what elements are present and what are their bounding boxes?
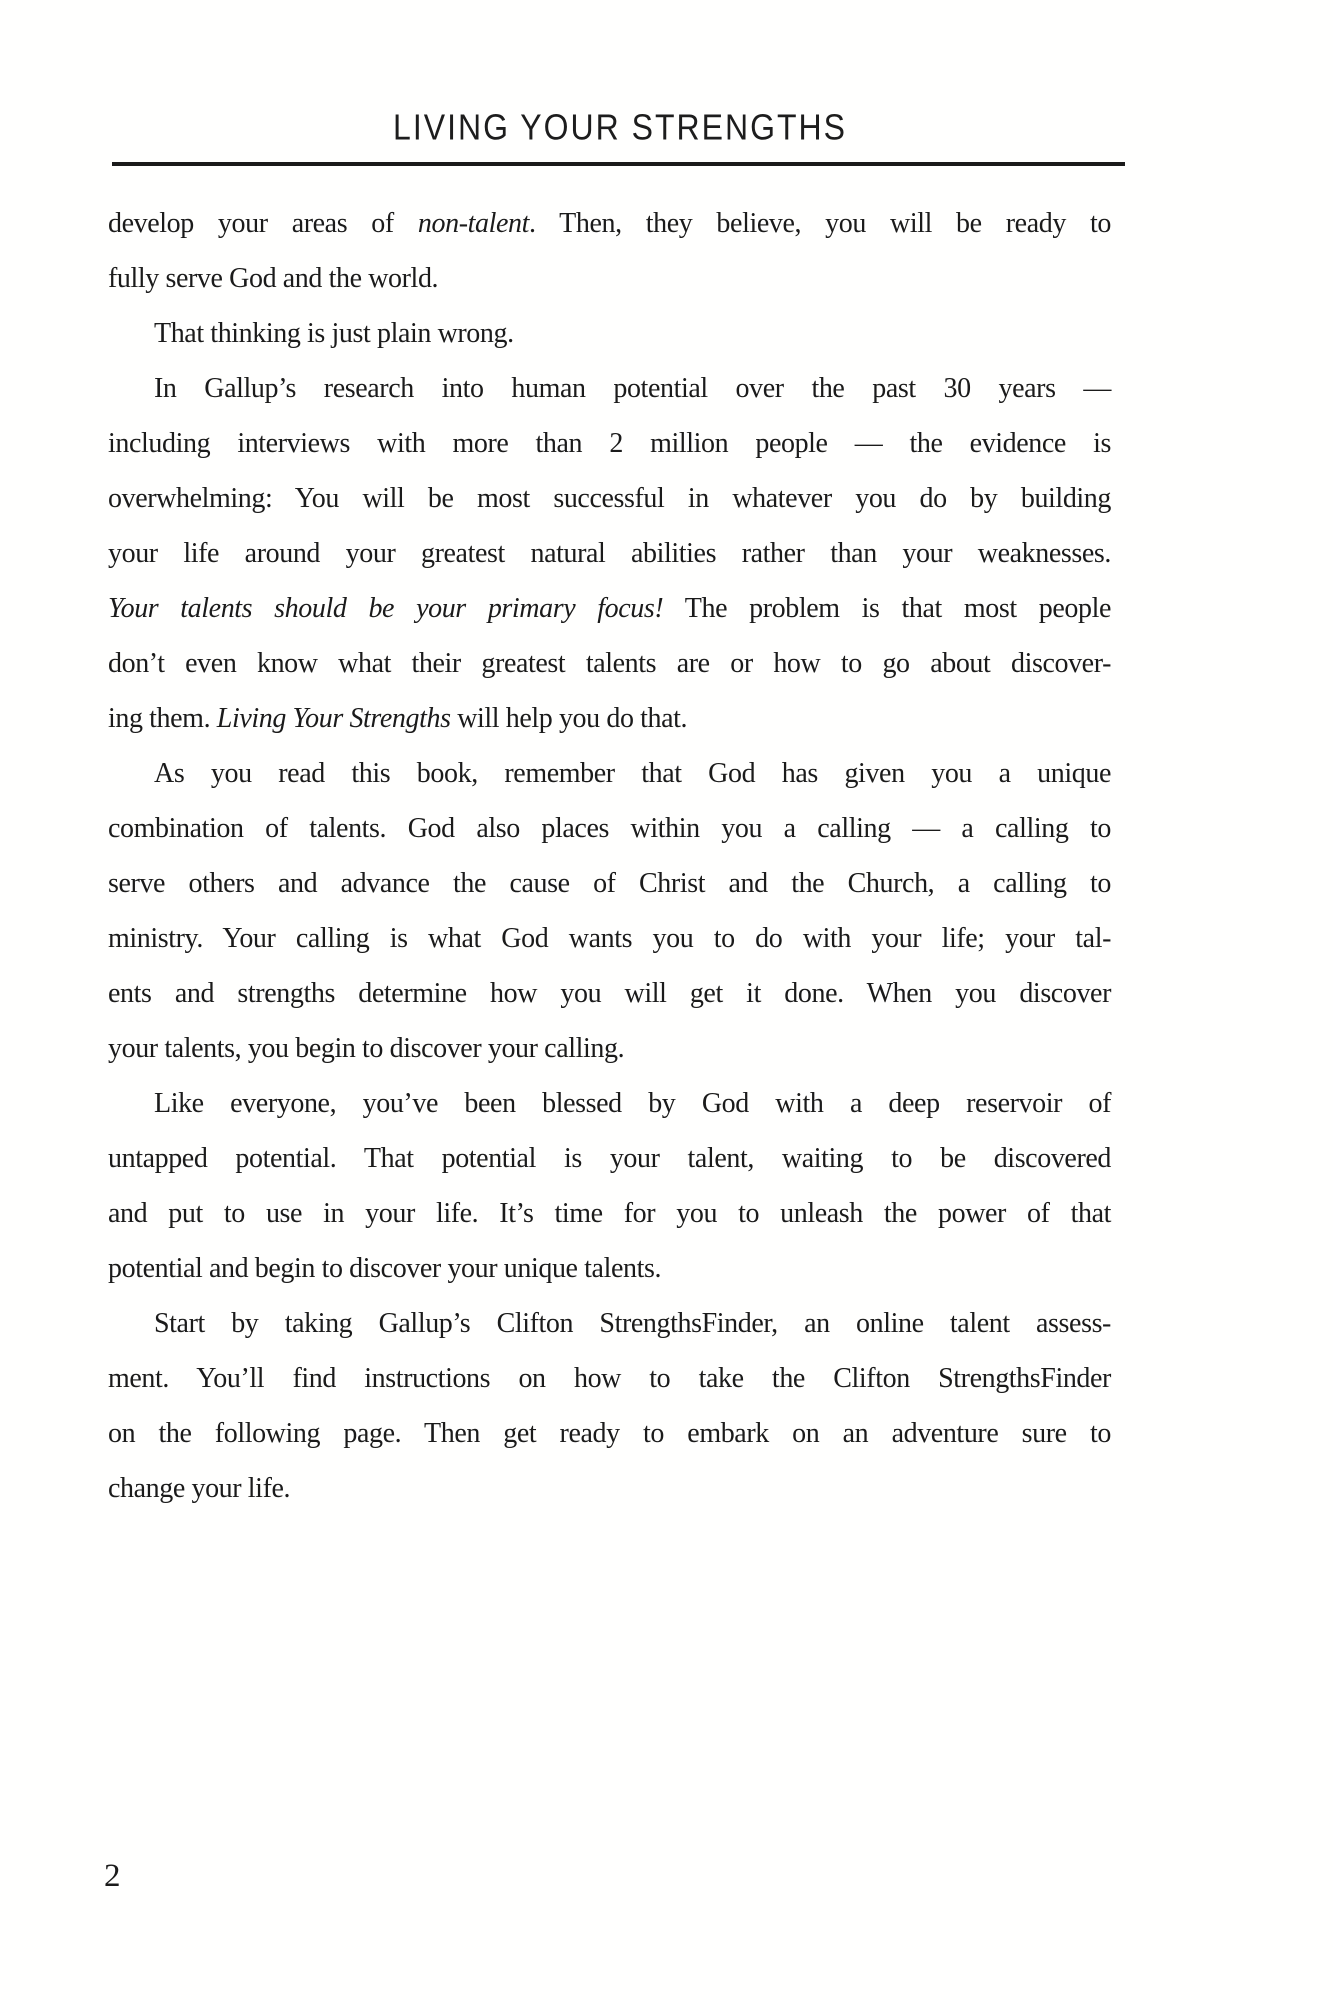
text-line (108, 526, 1111, 581)
text-run: In Gallup’s research into human potential over the past 30 years — (154, 373, 1111, 404)
text-line (108, 801, 1111, 856)
italic-text-run: Your talents should be your primary focus! (108, 593, 664, 624)
text-run: change your life. (108, 1473, 291, 1504)
text-run: As you read this book, remember that God has given you a unique (154, 758, 1111, 789)
text-line (108, 306, 1111, 361)
text-run: your life around your greatest natural abilities rather than your weaknesses. (108, 538, 1111, 569)
text-line (108, 966, 1111, 1021)
paragraph (108, 361, 1111, 746)
text-run: untapped potential. That potential is your talent, waiting to be discovered (108, 1143, 1111, 1174)
header-rule (112, 162, 1125, 166)
paragraph (108, 306, 1111, 361)
italic-text-run: Living Your Strengths (216, 703, 451, 734)
running-header-title: LIVING YOUR STRENGTHS (393, 107, 847, 148)
text-line (108, 581, 1111, 636)
text-line (108, 361, 1111, 416)
paragraph (108, 196, 1111, 306)
text-run: fully serve God and the world. (108, 263, 439, 294)
text-run: and put to use in your life. It’s time for you to unleash the power of that (108, 1198, 1111, 1229)
text-line (108, 196, 1111, 251)
text-line (108, 1406, 1111, 1461)
text-run: combination of talents. God also places within you a calling — a calling to (108, 813, 1111, 844)
page-body (108, 196, 1111, 1516)
text-run: your talents, you begin to discover your calling. (108, 1033, 625, 1064)
paragraph (108, 746, 1111, 1076)
text-run: don’t even know what their greatest talents are or how to go about discover- (108, 648, 1111, 679)
text-line (108, 1186, 1111, 1241)
text-line (108, 1461, 1111, 1516)
text-line (108, 416, 1111, 471)
text-line (108, 1021, 1111, 1076)
text-run: ents and strengths determine how you will get it done. When you discover (108, 978, 1111, 1009)
text-line (108, 251, 1111, 306)
text-run: Like everyone, you’ve been blessed by God with a deep reservoir of (154, 1088, 1111, 1119)
text-line (108, 1351, 1111, 1406)
paragraph (108, 1296, 1111, 1516)
text-run: develop your areas of (108, 208, 418, 239)
text-line (108, 1241, 1111, 1296)
text-line (108, 856, 1111, 911)
text-line (108, 636, 1111, 691)
text-run: ministry. Your calling is what God wants you to do with your life; your tal- (108, 923, 1111, 954)
text-line (108, 1076, 1111, 1131)
text-line (108, 471, 1111, 526)
text-line (108, 691, 1111, 746)
text-line (108, 1131, 1111, 1186)
text-run: ing them. (108, 703, 217, 734)
text-run: overwhelming: You will be most successful in whatever you do by building (108, 483, 1111, 514)
paragraph (108, 1076, 1111, 1296)
text-run: . Then, they believe, you will be ready to (528, 208, 1111, 239)
text-line (108, 746, 1111, 801)
text-run: on the following page. Then get ready to embark on an adventure sure to (108, 1418, 1111, 1449)
page-number: 2 (104, 1858, 121, 1894)
text-line (108, 911, 1111, 966)
text-run: including interviews with more than 2 million people — the evidence is (108, 428, 1111, 459)
italic-text-run: non-talent (417, 208, 529, 239)
text-run: potential and begin to discover your unique talents. (108, 1253, 662, 1284)
text-run: serve others and advance the cause of Christ and the Church, a calling to (108, 868, 1111, 899)
text-run: The problem is that most people (663, 593, 1111, 624)
text-run: Start by taking Gallup’s Clifton StrengthsFinder, an online talent assess- (154, 1308, 1111, 1339)
text-run: will help you do that. (450, 703, 688, 734)
text-run: ment. You’ll find instructions on how to take the Clifton StrengthsFinder (108, 1363, 1111, 1394)
text-run: That thinking is just plain wrong. (154, 318, 514, 349)
text-line (108, 1296, 1111, 1351)
